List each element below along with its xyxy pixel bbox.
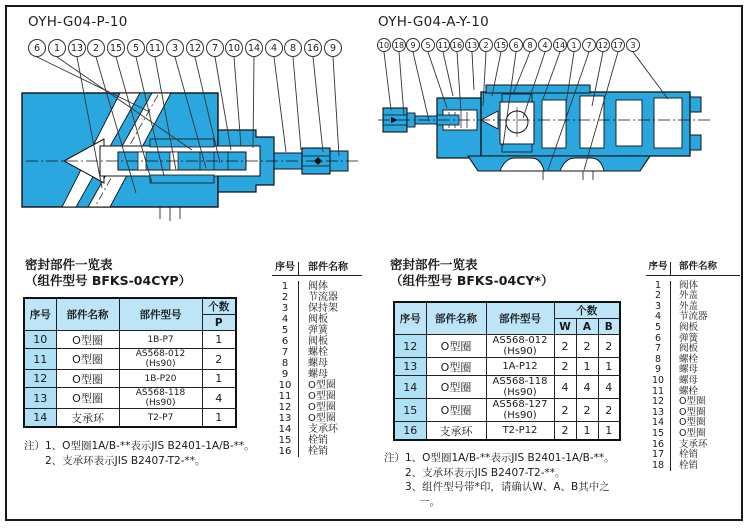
list-item: 2 节流器 — [281, 292, 338, 303]
callout-circle: 15 — [494, 38, 508, 52]
table-row — [24, 409, 236, 428]
cell-name: O型圈 — [56, 331, 119, 349]
callout-circle: 16 — [304, 39, 322, 57]
callout-circle: 8 — [284, 39, 302, 57]
cell-qty: 2 — [576, 335, 598, 358]
cell-model: 1B-P20 — [119, 370, 202, 388]
list-item: 1 阀体 — [281, 281, 328, 292]
cell-qty: 4 — [554, 376, 576, 399]
callout-circle: 2 — [87, 39, 105, 57]
cell-qty: 4 — [576, 376, 598, 399]
cell-qty: 2 — [598, 399, 620, 422]
note-line: 一。 — [419, 496, 440, 509]
callout-circle: 18 — [392, 38, 406, 52]
callout-circle: 14 — [245, 39, 263, 57]
list-item: 12 O型圈 — [278, 402, 336, 413]
right-seal-table — [393, 301, 621, 441]
cell-qty: 2 — [554, 399, 576, 422]
cell-qty: 2 — [554, 358, 576, 376]
parts-header-name: 部件名称 — [298, 262, 348, 275]
list-item: 17 栓销 — [651, 449, 699, 461]
table-row — [24, 349, 236, 370]
cell-qty: 4 — [202, 388, 236, 409]
parts-list-header — [272, 262, 362, 276]
cell-qty: 2 — [202, 349, 236, 370]
callout-circle: 12 — [596, 38, 610, 52]
callout-circle: 3 — [626, 38, 640, 52]
cell-no: 14 — [24, 409, 56, 428]
list-item: 7 螺栓 — [281, 347, 328, 358]
callout-circle: 6 — [28, 39, 46, 57]
right-table-title-line2: （组件型号 BFKS-04CY*） — [390, 273, 554, 288]
list-item: 16 支承环 — [651, 438, 708, 450]
list-item: 9 螺母 — [654, 364, 699, 376]
list-item: 3 保持架 — [281, 303, 338, 314]
cell-qty: 1 — [202, 331, 236, 349]
list-item: 13 O型圈 — [651, 406, 706, 418]
list-item: 8 螺母 — [281, 358, 328, 369]
right-valve-drawing — [378, 52, 712, 180]
cell-no: 13 — [394, 358, 426, 376]
cell-model: 1A-P12 — [486, 358, 554, 376]
callout-circle: 9 — [324, 39, 342, 57]
cell-name: O型圈 — [426, 358, 486, 376]
callout-circle: 11 — [436, 38, 450, 52]
left-table-title — [25, 257, 191, 289]
callout-circle: 1 — [48, 39, 66, 57]
table-row — [24, 370, 236, 388]
left-seal-table — [23, 297, 237, 428]
cell-no: 11 — [24, 349, 56, 370]
callout-circle: 16 — [450, 38, 464, 52]
callout-circle: 11 — [146, 39, 164, 57]
list-item: 16 栓销 — [278, 446, 328, 457]
parts-header-no: 序号 — [275, 262, 295, 273]
list-item: 14 支承环 — [278, 424, 338, 435]
cell-model: AS568-012 (Hs90) — [119, 349, 202, 370]
col-header-no: 序号 — [24, 298, 56, 331]
col-header-qty-p: P — [202, 315, 236, 331]
callout-circle: 3 — [166, 39, 184, 57]
callout-circle: 13 — [465, 38, 479, 52]
list-item: 14 O型圈 — [651, 417, 706, 429]
table-row — [394, 358, 620, 376]
callout-circle: 9 — [406, 38, 420, 52]
list-item: 18 栓销 — [651, 459, 699, 471]
cell-qty: 1 — [202, 370, 236, 388]
list-item: 7 阀板 — [654, 343, 699, 355]
cell-qty: 1 — [598, 422, 620, 441]
left-valve-drawing — [22, 57, 358, 221]
left-table-notes — [24, 439, 255, 468]
cell-qty: 2 — [554, 422, 576, 441]
list-item: 1 阀体 — [654, 279, 699, 291]
cell-no: 12 — [24, 370, 56, 388]
list-item: 4 阀板 — [281, 314, 328, 325]
cell-name: O型圈 — [426, 335, 486, 358]
cell-qty: 1 — [202, 409, 236, 428]
list-item: 8 螺栓 — [654, 353, 699, 365]
list-item: 6 阀板 — [281, 336, 328, 347]
callout-circle: 1 — [567, 38, 581, 52]
left-table-title-line2: （组件型号 BFKS-04CYP） — [25, 273, 192, 288]
cell-no: 12 — [394, 335, 426, 358]
list-item: 9 螺母 — [281, 369, 328, 380]
left-parts-list — [272, 262, 362, 457]
cell-no: 16 — [394, 422, 426, 441]
cell-name: O型圈 — [426, 376, 486, 399]
cell-qty: 2 — [554, 335, 576, 358]
cell-model: AS568-012 (Hs90) — [486, 335, 554, 358]
table-row — [24, 331, 236, 349]
callout-circle: 8 — [523, 38, 537, 52]
cell-model: T2-P7 — [119, 409, 202, 428]
cell-no: 13 — [24, 388, 56, 409]
left-diagram-title: OYH-G04-P-10 — [28, 14, 128, 30]
list-item: 5 弹簧 — [281, 325, 328, 336]
parts-header-name: 部件名称 — [670, 262, 717, 275]
col-header-qty-b: B — [598, 319, 620, 335]
col-header-model: 部件型号 — [119, 298, 202, 331]
callout-circle: 14 — [553, 38, 567, 52]
callout-circle: 13 — [68, 39, 86, 57]
cell-qty: 4 — [598, 376, 620, 399]
list-item: 10 螺母 — [651, 374, 699, 386]
col-header-no: 序号 — [394, 302, 426, 335]
table-row — [24, 388, 236, 409]
cell-model: 1B-P7 — [119, 331, 202, 349]
list-item: 11 螺栓 — [651, 385, 699, 397]
col-header-qty-a: A — [576, 319, 598, 335]
cell-model: AS568-118 (Hs90) — [119, 388, 202, 409]
list-item: 15 O型圈 — [651, 427, 706, 439]
callout-circle: 6 — [509, 38, 523, 52]
callout-circle: 15 — [107, 39, 125, 57]
left-table-title-line1: 密封部件一览表 — [25, 257, 113, 272]
list-item: 15 栓销 — [278, 435, 328, 446]
list-item: 12 O型圈 — [651, 396, 706, 408]
callout-circle: 12 — [186, 39, 204, 57]
col-header-model: 部件型号 — [486, 302, 554, 335]
cell-qty: 2 — [576, 399, 598, 422]
cell-model: AS568-127 (Hs90) — [486, 399, 554, 422]
list-item: 10 O型圈 — [278, 380, 336, 391]
note-line: 2、支承环表示JIS B2407-T2-**。 — [45, 454, 206, 467]
callout-circle: 10 — [225, 39, 243, 57]
cell-name: O型圈 — [426, 399, 486, 422]
list-item: 6 弹簧 — [654, 332, 699, 344]
cell-no: 15 — [394, 399, 426, 422]
cell-model: T2-P12 — [486, 422, 554, 441]
callout-circle: 17 — [611, 38, 625, 52]
cell-name: O型圈 — [56, 388, 119, 409]
callout-circle: 4 — [538, 38, 552, 52]
cell-name: 支承环 — [426, 422, 486, 441]
list-item: 2 外盖 — [654, 290, 699, 302]
cell-no: 14 — [394, 376, 426, 399]
col-header-name: 部件名称 — [56, 298, 119, 331]
right-table-notes — [384, 451, 615, 510]
note-line: 2、支承环表示JIS B2407-T2-**。 — [405, 466, 566, 479]
callout-circle: 5 — [421, 38, 435, 52]
table-row — [394, 335, 620, 358]
list-item: 13 O型圈 — [278, 413, 336, 424]
cell-no: 10 — [24, 331, 56, 349]
col-header-qty-w: W — [554, 319, 576, 335]
callout-circle: 4 — [265, 39, 283, 57]
cell-qty: 1 — [576, 422, 598, 441]
right-parts-list — [646, 262, 740, 471]
right-table-title-line1: 密封部件一览表 — [390, 257, 478, 272]
callout-circle: 7 — [582, 38, 596, 52]
cell-model: AS568-118 (Hs90) — [486, 376, 554, 399]
note-line: 3、组件型号带*印，请确认W、A、B其中之 — [405, 481, 610, 494]
list-item: 11 O型圈 — [278, 391, 336, 402]
cell-name: O型圈 — [56, 349, 119, 370]
note-line: 注）1、O型圈1A/B-**表示JIS B2401-1A/B-**。 — [24, 440, 255, 452]
table-row — [394, 376, 620, 399]
col-header-qty: 个数 — [554, 302, 620, 319]
table-row — [394, 422, 620, 441]
col-header-name: 部件名称 — [426, 302, 486, 335]
cell-name: O型圈 — [56, 370, 119, 388]
callout-circle: 7 — [206, 39, 224, 57]
right-diagram-title: OYH-G04-A-Y-10 — [378, 14, 489, 30]
cell-qty: 1 — [598, 358, 620, 376]
parts-header-no: 序号 — [648, 261, 668, 272]
note-line: 注）1、O型圈1A/B-**表示JIS B2401-1A/B-**。 — [384, 452, 615, 464]
cell-name: 支承环 — [56, 409, 119, 428]
col-header-qty: 个数 — [202, 298, 236, 315]
list-item: 3 外盖 — [654, 300, 699, 312]
parts-list-header — [646, 262, 740, 276]
callout-circle: 10 — [377, 38, 391, 52]
right-table-title — [390, 257, 553, 289]
cell-qty: 2 — [598, 335, 620, 358]
cell-qty: 1 — [576, 358, 598, 376]
callout-circle: 2 — [479, 38, 493, 52]
list-item: 5 阀板 — [654, 321, 699, 333]
list-item: 4 节流器 — [654, 311, 708, 323]
callout-circle: 5 — [127, 39, 145, 57]
table-row — [394, 399, 620, 422]
